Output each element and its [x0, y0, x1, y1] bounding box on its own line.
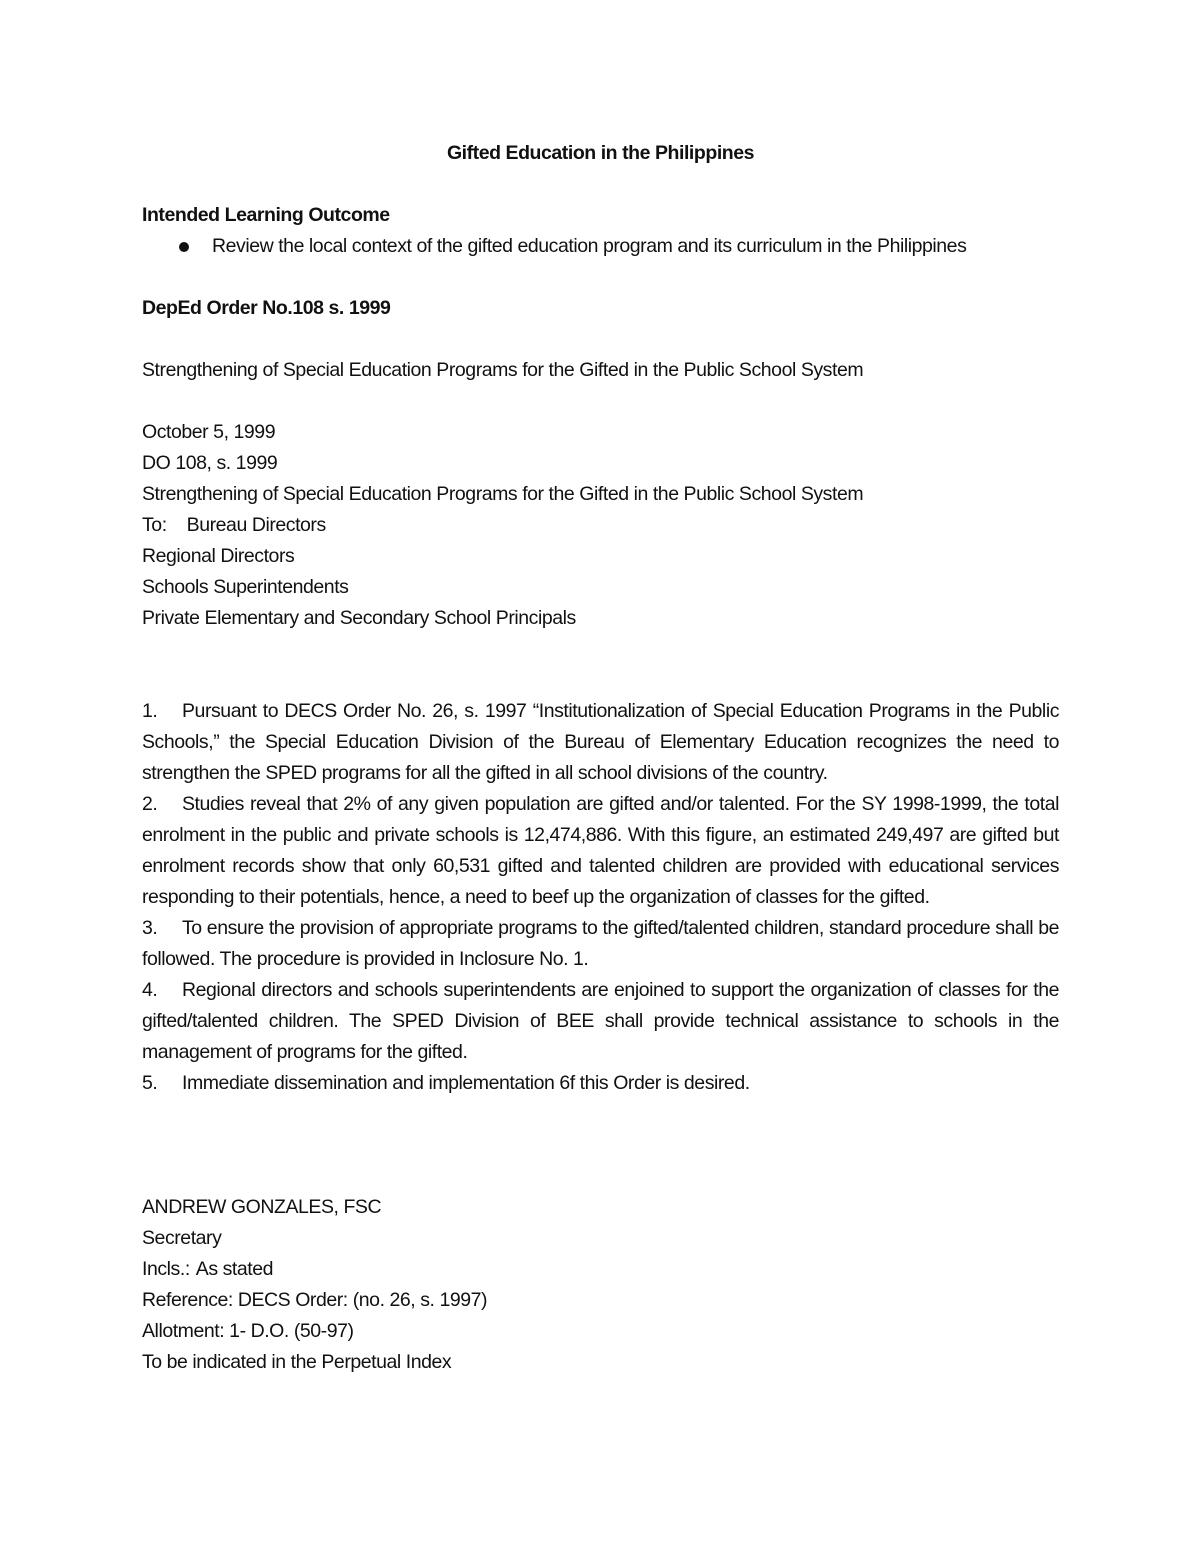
spacer — [142, 324, 1059, 355]
spacer — [142, 169, 1059, 200]
memo-number: DO 108, s. 1999 — [142, 452, 278, 474]
incls-label: Incls.: — [142, 1258, 190, 1280]
numbered-paragraph — [142, 975, 1059, 1068]
recipient: Regional Directors — [142, 545, 295, 567]
memo-subject: Strengthening of Special Education Programs for the Gifted in the Public School System — [142, 483, 864, 505]
document-body — [142, 138, 1059, 1378]
memo-to-line — [142, 510, 1059, 541]
allotment-line: Allotment: 1- D.O. (50-97) — [142, 1320, 354, 1342]
ilo-heading: Intended Learning Outcome — [142, 204, 390, 226]
inclosures-line — [142, 1254, 1059, 1285]
paragraph-number: 1. — [142, 700, 158, 722]
order-heading: DepEd Order No.108 s. 1999 — [142, 297, 391, 319]
paragraph-number: 2. — [142, 793, 158, 815]
spacer — [142, 1099, 1059, 1192]
paragraph-text: To ensure the provision of appropriate programs to the gifted/talented children, standard procedure shall be followed. The procedure is provided in Inclosure No. 1. — [142, 917, 1059, 970]
to-label: To: — [142, 514, 167, 536]
paragraph-text: Pursuant to DECS Order No. 26, s. 1997 “Institutionalization of Special Education Programs in the Public Schools,” the Special Education Division of the Bureau of Elementary Education recognizes the need to strengthen the SPED programs for all the gifted in all school divisions of the country. — [142, 700, 1059, 784]
incls-value: As stated — [195, 1258, 274, 1280]
spacer — [142, 386, 1059, 417]
recipient: Private Elementary and Secondary School Principals — [142, 607, 576, 629]
page-title: Gifted Education in the Philippines — [446, 142, 755, 164]
recipient: Bureau Directors — [186, 514, 326, 536]
numbered-paragraph — [142, 696, 1059, 789]
recipient: Schools Superintendents — [142, 576, 349, 598]
spacer — [142, 262, 1059, 293]
paragraph-number: 4. — [142, 979, 158, 1001]
index-note: To be indicated in the Perpetual Index — [142, 1351, 452, 1373]
memo-date: October 5, 1999 — [142, 421, 276, 443]
ilo-bullet-text: Review the local context of the gifted education program and its curriculum in the Philippines — [212, 235, 967, 257]
numbered-paragraph — [142, 913, 1059, 975]
paragraph-text: Studies reveal that 2% of any given population are gifted and/or talented. For the SY 1998-1999, the total enrolment in the public and private schools is 12,474,886. With this figure, an estimated 249,497 are gifted but enrolment records show that only 60,531 gifted and talented children are provided with educational services responding to their potentials, hence, a need to beef up the organization of classes for the gifted. — [142, 793, 1059, 908]
reference-line: Reference: DECS Order: (no. 26, s. 1997) — [142, 1289, 488, 1311]
bullet-icon — [179, 242, 189, 252]
order-subject: Strengthening of Special Education Programs for the Gifted in the Public School System — [142, 359, 864, 381]
numbered-paragraph — [142, 789, 1059, 913]
paragraph-number: 5. — [142, 1072, 158, 1094]
signatory-name: ANDREW GONZALES, FSC — [142, 1196, 382, 1218]
numbered-paragraph — [142, 1068, 1059, 1099]
paragraph-text: Immediate dissemination and implementation 6f this Order is desired. — [182, 1072, 750, 1094]
ilo-bullet-item — [142, 231, 1059, 262]
paragraph-number: 3. — [142, 917, 158, 939]
signatory-position: Secretary — [142, 1227, 222, 1249]
paragraph-text: Regional directors and schools superintendents are enjoined to support the organization of classes for the gifted/talented children. The SPED Division of BEE shall provide technical assistance to schools in the management of programs for the gifted. — [142, 979, 1059, 1063]
spacer — [142, 634, 1059, 696]
